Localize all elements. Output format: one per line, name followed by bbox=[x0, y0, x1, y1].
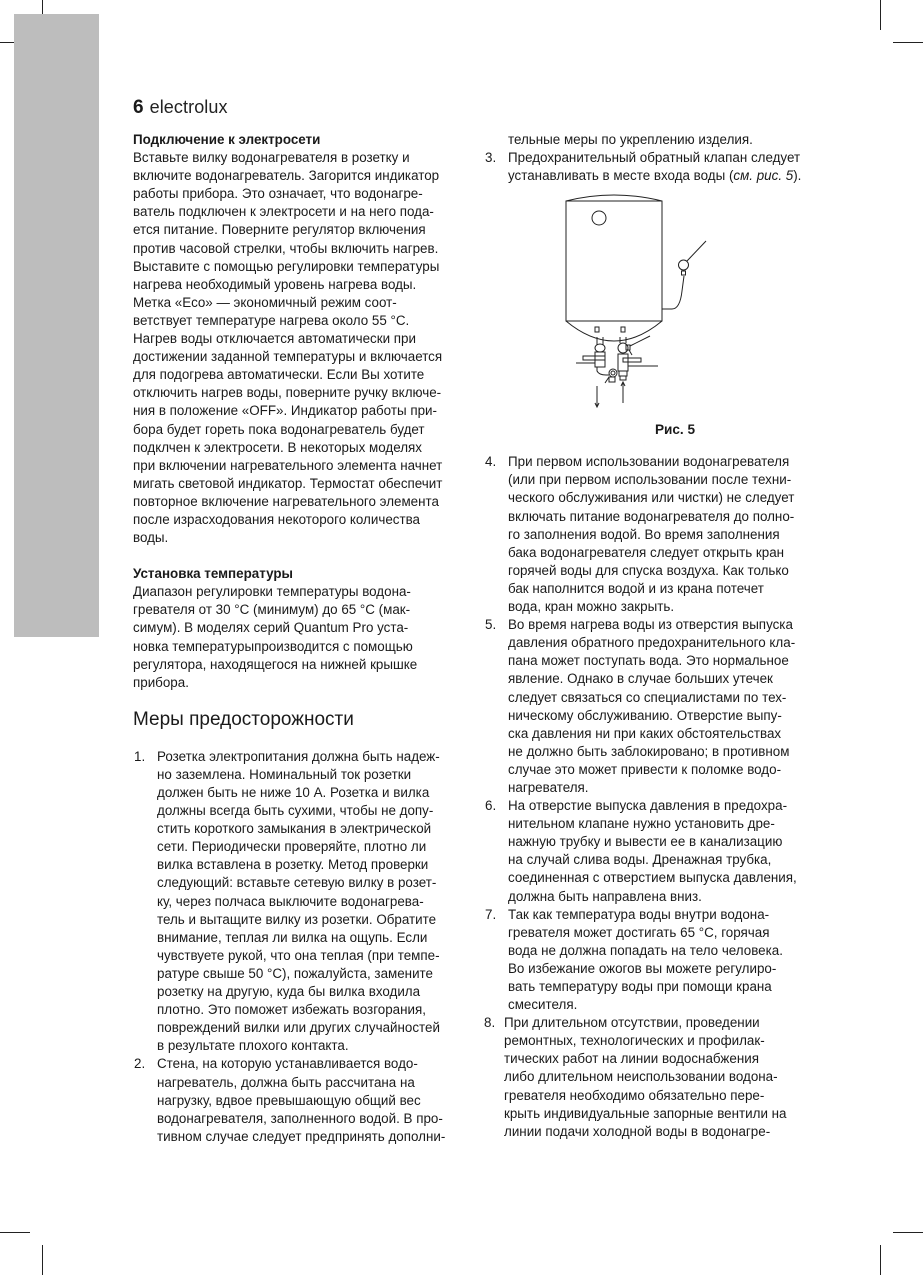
text-line: ется питание. Поверните регулятор включения bbox=[133, 222, 426, 238]
text-line: ническому обслуживанию. Отверстие выпу- bbox=[508, 707, 782, 723]
text-line: должна быть направлена вниз. bbox=[508, 888, 702, 904]
text-line: на случай слива воды. Дренажная трубка, bbox=[508, 852, 772, 868]
text-line: повторное включение нагревательного элемента bbox=[133, 493, 439, 509]
text-line: Метка «Eco» — экономичный режим соот- bbox=[133, 294, 397, 310]
text-line: для подогрева автоматически. Если Вы хотите bbox=[133, 367, 425, 383]
text-line: нагреватель, должна быть рассчитана на bbox=[157, 1074, 415, 1090]
text-line: пана может поступать вода. Это нормальное bbox=[508, 653, 789, 669]
text-line: воды. bbox=[133, 530, 169, 546]
section-temperature-setting bbox=[133, 565, 463, 692]
text-line: стить короткого замыкания в электрической bbox=[157, 821, 432, 837]
text-line: Вставьте вилку водонагревателя в розетку и bbox=[133, 150, 410, 166]
text-line: соединенная с отверстием выпуска давления, bbox=[508, 870, 797, 886]
text-line: нагрузку, вдвое превышающую общий вес bbox=[157, 1092, 421, 1108]
figure-5 bbox=[484, 185, 814, 447]
page-number: 6 bbox=[133, 97, 144, 118]
list-item bbox=[484, 149, 814, 185]
text-line: (или при первом использовании после техни- bbox=[508, 472, 792, 488]
text-line: должны всегда быть сухими, чтобы не допу- bbox=[157, 803, 434, 819]
text-line: вать температуру воды при помощи крана bbox=[508, 979, 772, 994]
item-number: 2. bbox=[134, 1056, 146, 1072]
crop-mark bbox=[893, 1232, 923, 1233]
text-line: сети. Периодически проверяйте, плотно ли bbox=[157, 839, 427, 855]
item-number: 4. bbox=[485, 454, 497, 470]
precautions-list-continued bbox=[484, 149, 814, 185]
text-line: подклчен к электросети. В некоторых моделях bbox=[133, 439, 422, 455]
precautions-title: Меры предосторожности bbox=[133, 708, 354, 730]
item-number: 6. bbox=[485, 798, 497, 814]
text-line: должен быть не ниже 10 А. Розетка и вилка bbox=[157, 785, 430, 800]
list-item bbox=[484, 616, 814, 797]
precautions-list bbox=[133, 748, 463, 1146]
text-line: Розетка электропитания должна быть надеж- bbox=[157, 748, 440, 764]
text-line: отключить нагрев воды, поверните ручку включе- bbox=[133, 385, 442, 401]
text-line: бора будет гореть пока водонагреватель будет bbox=[133, 421, 425, 437]
text-line: Во избежание ожогов вы можете регулиро- bbox=[508, 960, 777, 976]
text-line: бак наполнится водой и из крана потечет bbox=[508, 580, 764, 596]
text-line: тивном случае следует предпринять дополни- bbox=[157, 1128, 446, 1144]
text-line: включать питание водонагревателя до полно- bbox=[508, 508, 795, 524]
text-line: мигать световой индикатор. Термостат обеспечит bbox=[133, 475, 443, 491]
text-line: новка температурыпроизводится с помощью bbox=[133, 638, 413, 654]
text-line: прибора. bbox=[133, 674, 189, 690]
text-line: гревателя необходимо обязательно пере- bbox=[504, 1087, 765, 1103]
text-line: ремонтных, технологических и профилак- bbox=[504, 1033, 765, 1049]
crop-mark bbox=[0, 1232, 30, 1233]
text-line: Предохранительный обратный клапан следует bbox=[508, 150, 801, 166]
text-line: ратуре свыше 50 °C), пожалуйста, замените bbox=[157, 965, 433, 981]
text-line: ния в положение «OFF». Индикатор работы при- bbox=[133, 403, 437, 419]
text-line: тельные меры по укреплению изделия. bbox=[508, 132, 753, 147]
text-line: против часовой стрелки, чтобы включить нагрев. bbox=[133, 240, 439, 256]
text-line: Диапазон регулировки температуры водона- bbox=[133, 584, 411, 600]
figure-reference: см. рис. 5 bbox=[733, 168, 794, 184]
text-line: ческого обслуживания или чистки) не следует bbox=[508, 490, 795, 506]
crop-mark bbox=[880, 0, 881, 30]
section-body bbox=[133, 149, 463, 547]
text-line: гревателя может достигать 65 °C, горячая bbox=[508, 924, 770, 940]
list-item bbox=[484, 906, 814, 1015]
crop-mark bbox=[880, 1245, 881, 1275]
text-fragment: ). bbox=[793, 168, 802, 184]
text-line: Так как температура воды внутри водона- bbox=[508, 906, 770, 922]
crop-mark bbox=[893, 42, 923, 43]
text-line: внимание, теплая ли вилка на ощупь. Если bbox=[157, 929, 428, 945]
text-line: тических работ на линии водоснабжения bbox=[504, 1051, 759, 1067]
text-line: работы прибора. Это означает, что водонагре- bbox=[133, 186, 423, 202]
text-line: достижении заданной температуры и включается bbox=[133, 349, 443, 365]
item-number: 3. bbox=[485, 150, 497, 166]
item-number: 1. bbox=[134, 748, 146, 764]
text-line: Выставите с помощью регулировки температуры bbox=[133, 258, 440, 274]
section-color-band bbox=[14, 14, 99, 637]
text-line: следует связаться со специалистами по тех- bbox=[508, 689, 787, 705]
text-line: давления обратного предохранительного кла- bbox=[508, 635, 796, 651]
text-line: ватель подключен к электросети и на него пода- bbox=[133, 204, 434, 220]
text-line: На отверстие выпуска давления в предохра- bbox=[508, 798, 788, 814]
text-line: не должно быть заблокировано; в противном bbox=[508, 743, 790, 759]
crop-mark bbox=[42, 1245, 43, 1275]
text-line: плотно. Это поможет избежать возгорания, bbox=[157, 1002, 426, 1018]
text-line: вода не должна попадать на тело человека. bbox=[508, 942, 783, 958]
text-line: розетку на другую, куда бы вилка входила bbox=[157, 984, 421, 1000]
text-line: вилка вставлена в розетку. Метод проверки bbox=[157, 857, 429, 873]
text-line: крыть индивидуальные запорные вентили на bbox=[504, 1105, 787, 1121]
brand-name: electrolux bbox=[149, 97, 228, 117]
text-line: При первом использовании водонагревателя bbox=[508, 454, 790, 470]
text-line: тель и вытащите вилку из розетки. Обратите bbox=[157, 911, 437, 927]
page-header bbox=[133, 97, 228, 119]
list-item bbox=[484, 453, 814, 616]
section-heading: Установка температуры bbox=[133, 566, 293, 582]
text-line: бака водонагревателя следует открыть кран bbox=[508, 544, 785, 560]
text-line: Во время нагрева воды из отверстия выпуска bbox=[508, 617, 793, 633]
text-line: явление. Однако в случае больших утечек bbox=[508, 671, 773, 687]
text-line: повреждений вилки или других случайностей bbox=[157, 1020, 440, 1036]
left-column bbox=[133, 131, 463, 1146]
list-item bbox=[133, 1055, 463, 1145]
text-line: регулятора, находящегося на нижней крышке bbox=[133, 656, 418, 672]
text-line: го заполнения водой. Во время заполнения bbox=[508, 526, 780, 542]
section-power-connection bbox=[133, 131, 463, 547]
text-line: чувствуете рукой, что она теплая (при темпе- bbox=[157, 947, 440, 963]
water-heater-diagram-icon bbox=[554, 191, 724, 416]
text-line: но заземлена. Номинальный ток розетки bbox=[157, 766, 412, 782]
text-line: симум). В моделях серий Quantum Pro уста- bbox=[133, 620, 409, 636]
item-number: 5. bbox=[485, 617, 497, 633]
text-line: нажную трубку и вывести ее в канализацию bbox=[508, 834, 783, 850]
text-line: нагревателя. bbox=[508, 779, 589, 795]
figure-caption: Рис. 5 bbox=[654, 422, 696, 438]
text-line: нительном клапане нужно установить дре- bbox=[508, 816, 775, 832]
precautions-list-continued-2 bbox=[484, 453, 814, 1141]
text-line: линии подачи холодной воды в водонагре- bbox=[504, 1123, 771, 1139]
text-line: следующий: вставьте сетевую вилку в розет- bbox=[157, 875, 437, 891]
right-column bbox=[484, 131, 814, 1141]
text-line: случае это может привести к поломке водо- bbox=[508, 761, 782, 777]
item-number: 7. bbox=[485, 906, 497, 922]
text-line: водонагревателя, заполненного водой. В про- bbox=[157, 1110, 443, 1126]
list-item bbox=[484, 1014, 814, 1141]
text-line: включите водонагреватель. Загорится индикатор bbox=[133, 168, 440, 184]
item-number: 8. bbox=[484, 1015, 496, 1031]
text-line: после израсходования некоторого количества bbox=[133, 511, 421, 527]
text-line: ку, через полчаса выключите водонагрева- bbox=[157, 893, 424, 909]
text-line: смесителя. bbox=[508, 997, 578, 1013]
text-line bbox=[508, 167, 814, 185]
text-line: При длительном отсутствии, проведении bbox=[504, 1015, 760, 1031]
text-line: в результате плохого контакта. bbox=[157, 1038, 349, 1054]
text-line: Нагрев воды отключается автоматически при bbox=[133, 331, 416, 347]
text-line: либо длительном неиспользовании водона- bbox=[504, 1069, 778, 1085]
list-item bbox=[484, 797, 814, 906]
text-line: Стена, на которую устанавливается водо- bbox=[157, 1056, 418, 1072]
text-fragment: устанавливать в месте входа воды ( bbox=[508, 168, 734, 184]
text-line: гревателя от 30 °C (минимум) до 65 °C (мак- bbox=[133, 602, 411, 618]
text-line: при включении нагревательного элемента начнет bbox=[133, 457, 443, 473]
text-line: ска давления ни при каких обстоятельствах bbox=[508, 725, 782, 741]
text-line: нагрева необходимый уровень нагрева воды. bbox=[133, 276, 417, 292]
text-line: ветствует температуре нагрева около 55 °C. bbox=[133, 312, 410, 328]
text-line: вода, кран можно закрыть. bbox=[508, 599, 675, 615]
section-heading: Подключение к электросети bbox=[133, 132, 321, 147]
list-item bbox=[133, 748, 463, 1056]
text-line: горячей воды для спуска воздуха. Как только bbox=[508, 562, 789, 578]
